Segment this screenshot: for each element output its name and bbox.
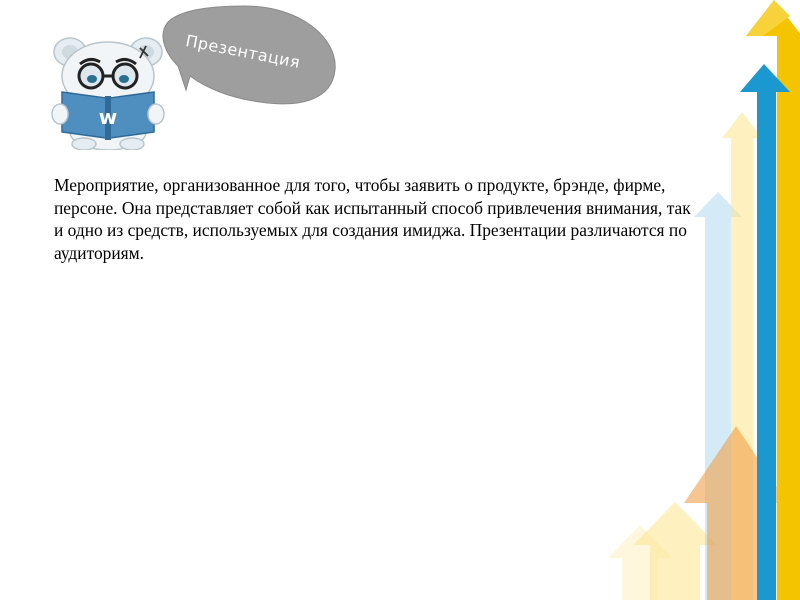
svg-text:w: w <box>98 105 118 129</box>
vk-logo-icon <box>99 105 117 129</box>
bear-reading-book-icon <box>48 34 168 150</box>
definition-text: Мероприятие, организованное для того, чтобы заявить о продукте, брэнде, фирме, персоне. Она представляет собой как испытанный способ привлечения внимания, так и одно из средств, используемых для создания имиджа. Презентации различаются по аудиториям. <box>54 175 691 263</box>
bubble-title: Презентация <box>184 31 302 72</box>
